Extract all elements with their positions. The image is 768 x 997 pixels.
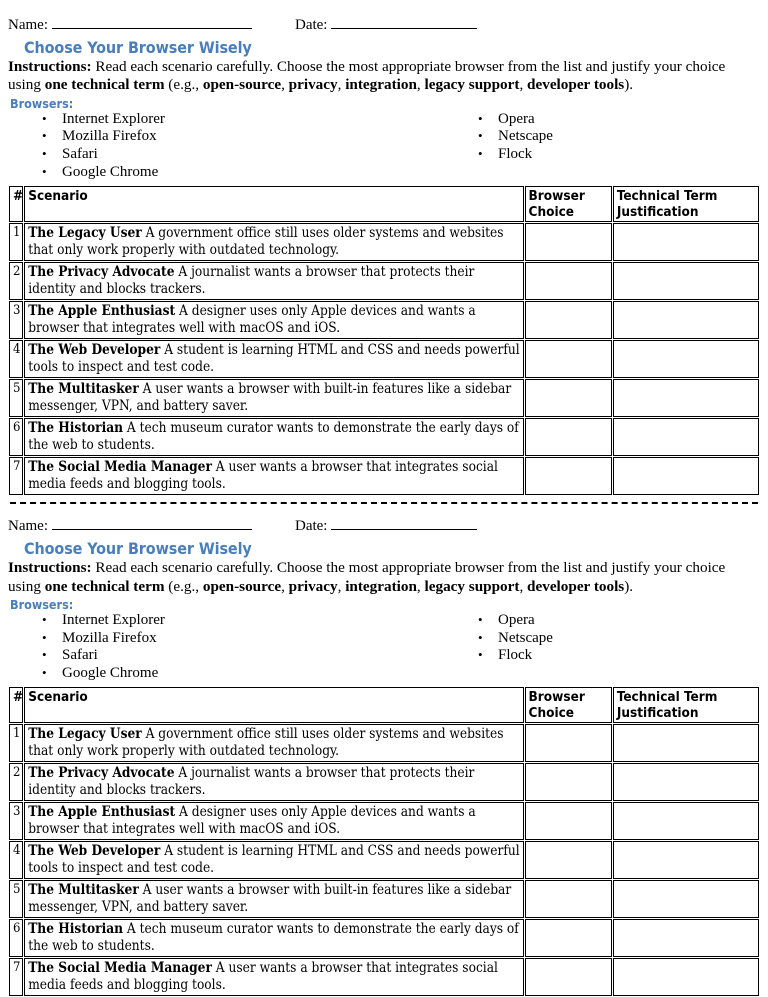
row-number: 5 — [9, 379, 23, 417]
justification-answer-cell[interactable] — [613, 724, 759, 762]
browser-choice-answer-cell[interactable] — [525, 379, 612, 417]
header-browser-choice-line1: Browser — [528, 188, 585, 205]
browser-choice-answer-cell[interactable] — [525, 340, 612, 378]
justification-answer-cell[interactable] — [613, 763, 759, 801]
browser-choice-answer-cell[interactable] — [525, 958, 612, 996]
term-integration: integration — [345, 577, 417, 595]
scenario-persona: The Multitasker — [28, 381, 139, 398]
term-integration: integration — [345, 76, 417, 94]
browser-list-item: • Netscape — [476, 630, 553, 648]
instructions-label: Instructions: — [8, 559, 92, 577]
instructions-label: Instructions: — [8, 58, 92, 75]
instructions-text-2: (e.g., — [164, 76, 203, 94]
row-number: 1 — [9, 724, 23, 762]
justification-answer-cell[interactable] — [613, 802, 759, 840]
table-row — [9, 802, 759, 840]
scenario-description: A journalist wants a browser that protects their identity and blocks trackers. — [28, 765, 475, 798]
table-row — [9, 880, 759, 918]
scenario-persona: The Apple Enthusiast — [28, 804, 176, 821]
header-technical-line1: Technical Term — [616, 188, 718, 205]
row-number: 2 — [9, 763, 23, 801]
term-developer-tools: developer tools — [527, 76, 625, 94]
instructions-text-1: Read each scenario carefully. Choose the most appropriate browser from the list and justify your choice using — [8, 58, 726, 94]
row-number: 2 — [9, 262, 23, 300]
scenario-description: A government office still uses older systems and websites that only work properly with outdated technology. — [28, 225, 504, 258]
row-number: 3 — [9, 301, 23, 339]
header-scenario: Scenario — [24, 186, 523, 222]
term-legacy-support: legacy support — [424, 577, 520, 595]
instructions-emphasis: one technical term — [44, 76, 165, 94]
browser-list-item: • Internet Explorer — [40, 612, 450, 630]
term-open-source: open-source — [202, 76, 282, 94]
scenario-description: A user wants a browser with built-in features like a sidebar messenger, VPN, and battery saver. — [28, 381, 512, 414]
table-row — [9, 919, 759, 957]
table-row — [9, 379, 759, 417]
browser-list-item: • Mozilla Firefox — [40, 630, 450, 648]
browser-lists — [8, 612, 760, 682]
comma-2: , — [337, 76, 346, 94]
table-row — [9, 223, 759, 261]
row-number: 4 — [9, 841, 23, 879]
table-row — [9, 457, 759, 495]
comma-3: , — [416, 577, 425, 595]
browser-list-item: • Netscape — [476, 128, 553, 146]
instructions-text-1: Read each scenario carefully. Choose the most appropriate browser from the list and justify your choice using — [8, 559, 726, 595]
browser-list-item: • Safari — [40, 647, 450, 665]
browser-list-item: • Flock — [476, 647, 553, 665]
name-date-row — [8, 517, 760, 537]
scenario-description: A tech museum curator wants to demonstrate the early days of the web to students. — [28, 921, 519, 954]
scenario-persona: The Social Media Manager — [28, 960, 212, 977]
table-row — [9, 763, 759, 801]
comma-4: , — [519, 577, 528, 595]
browser-list-item: • Internet Explorer — [40, 111, 450, 129]
justification-answer-cell[interactable] — [613, 223, 759, 261]
row-number: 5 — [9, 880, 23, 918]
cut-line-separator — [10, 502, 758, 504]
header-technical-line2: Justification — [616, 204, 699, 221]
scenario-cell — [24, 379, 523, 417]
table-header-row — [9, 186, 759, 222]
header-scenario: Scenario — [24, 687, 523, 723]
browser-choice-answer-cell[interactable] — [525, 262, 612, 300]
scenario-description: A tech museum curator wants to demonstrate the early days of the web to students. — [28, 420, 519, 453]
scenarios-table — [8, 686, 760, 997]
table-row — [9, 301, 759, 339]
scenario-cell — [24, 958, 523, 996]
scenario-cell — [24, 841, 523, 879]
header-technical-line2: Justification — [616, 705, 699, 722]
scenarios-table-body — [9, 223, 759, 495]
comma-3: , — [416, 76, 425, 94]
comma-1: , — [281, 76, 289, 94]
scenario-persona: The Web Developer — [28, 843, 161, 860]
header-technical-line1: Technical Term — [616, 689, 718, 706]
scenario-cell — [24, 457, 523, 495]
scenario-description: A student is learning HTML and CSS and needs powerful tools to inspect and test code. — [28, 843, 520, 876]
justification-answer-cell[interactable] — [613, 919, 759, 957]
browser-list-item: • Flock — [476, 146, 553, 164]
scenario-cell — [24, 418, 523, 456]
date-input-line[interactable] — [331, 16, 477, 29]
row-number: 4 — [9, 340, 23, 378]
scenario-persona: The Multitasker — [28, 882, 139, 899]
term-open-source: open-source — [202, 577, 282, 595]
header-technical-justification — [613, 186, 759, 222]
header-browser-choice-line2: Choice — [528, 705, 575, 722]
term-privacy: privacy — [288, 76, 338, 94]
date-label: Date: — [294, 518, 328, 535]
scenario-cell — [24, 223, 523, 261]
scenario-description: A user wants a browser with built-in features like a sidebar messenger, VPN, and battery saver. — [28, 882, 512, 915]
justification-answer-cell[interactable] — [613, 340, 759, 378]
scenario-cell — [24, 919, 523, 957]
header-number: # — [9, 687, 23, 723]
browser-choice-answer-cell[interactable] — [525, 802, 612, 840]
browser-choice-answer-cell[interactable] — [525, 880, 612, 918]
instructions-paragraph — [8, 559, 760, 596]
name-input-line[interactable] — [52, 517, 252, 530]
scenario-persona: The Web Developer — [28, 342, 161, 359]
scenario-description: A student is learning HTML and CSS and needs powerful tools to inspect and test code. — [28, 342, 520, 375]
page-title: Choose Your Browser Wisely — [24, 539, 252, 559]
scenario-persona: The Privacy Advocate — [28, 765, 175, 782]
date-input-line[interactable] — [331, 517, 477, 530]
scenario-cell — [24, 802, 523, 840]
scenario-description: A designer uses only Apple devices and wants a browser that integrates well with macOS and iOS. — [28, 303, 476, 336]
header-browser-choice — [525, 687, 612, 723]
comma-2: , — [337, 577, 346, 595]
scenario-cell — [24, 880, 523, 918]
header-number: # — [9, 186, 23, 222]
scenario-cell — [24, 340, 523, 378]
row-number: 6 — [9, 919, 23, 957]
justification-answer-cell[interactable] — [613, 262, 759, 300]
browser-choice-answer-cell[interactable] — [525, 301, 612, 339]
worksheet-copy-2 — [8, 508, 760, 997]
instructions-text-2: (e.g., — [164, 577, 203, 595]
scenario-persona: The Privacy Advocate — [28, 264, 175, 281]
browser-list-item: • Google Chrome — [40, 164, 450, 182]
browser-list-item: • Opera — [476, 111, 553, 129]
instructions-text-3: ). — [624, 577, 634, 595]
row-number: 7 — [9, 958, 23, 996]
scenario-cell — [24, 724, 523, 762]
browsers-label: Browsers: — [10, 597, 74, 612]
justification-answer-cell[interactable] — [613, 880, 759, 918]
term-legacy-support: legacy support — [424, 76, 520, 94]
comma-4: , — [519, 76, 528, 94]
row-number: 3 — [9, 802, 23, 840]
header-browser-choice — [525, 186, 612, 222]
row-number: 1 — [9, 223, 23, 261]
browser-choice-answer-cell[interactable] — [525, 223, 612, 261]
browsers-label: Browsers: — [10, 95, 74, 111]
justification-answer-cell[interactable] — [613, 418, 759, 456]
browser-choice-answer-cell[interactable] — [525, 841, 612, 879]
browser-choice-answer-cell[interactable] — [525, 457, 612, 495]
browser-list-right — [450, 111, 553, 181]
scenario-persona: The Social Media Manager — [28, 459, 212, 476]
table-row — [9, 418, 759, 456]
worksheet-copy-1 — [8, 0, 760, 496]
table-header-row — [9, 687, 759, 723]
instructions-text-3: ). — [624, 76, 634, 94]
scenario-description: A government office still uses older systems and websites that only work properly with outdated technology. — [28, 726, 504, 759]
browser-list-item: • Safari — [40, 146, 450, 164]
name-label: Name: — [8, 518, 48, 535]
instructions-paragraph — [8, 58, 760, 95]
browser-choice-answer-cell[interactable] — [525, 724, 612, 762]
scenario-description: A user wants a browser that integrates social media feeds and blogging tools. — [28, 960, 498, 993]
justification-answer-cell[interactable] — [613, 457, 759, 495]
header-browser-choice-line1: Browser — [528, 689, 585, 706]
name-input-line[interactable] — [52, 16, 252, 29]
term-developer-tools: developer tools — [527, 577, 625, 595]
scenario-cell — [24, 262, 523, 300]
date-label: Date: — [294, 17, 328, 33]
browser-choice-answer-cell[interactable] — [525, 763, 612, 801]
scenarios-table-body — [9, 724, 759, 996]
justification-answer-cell[interactable] — [613, 301, 759, 339]
browser-list-item: • Mozilla Firefox — [40, 128, 450, 146]
table-row — [9, 724, 759, 762]
table-row — [9, 958, 759, 996]
browser-list-left — [8, 111, 450, 181]
scenario-persona: The Historian — [28, 921, 124, 938]
browser-list-item: • Google Chrome — [40, 665, 450, 683]
scenario-description: A journalist wants a browser that protects their identity and blocks trackers. — [28, 264, 475, 297]
browser-choice-answer-cell[interactable] — [525, 919, 612, 957]
row-number: 7 — [9, 457, 23, 495]
name-label: Name: — [8, 17, 48, 33]
scenario-cell — [24, 301, 523, 339]
scenario-persona: The Apple Enthusiast — [28, 303, 176, 320]
comma-1: , — [281, 577, 289, 595]
justification-answer-cell[interactable] — [613, 958, 759, 996]
instructions-emphasis: one technical term — [44, 577, 165, 595]
browser-list-item: • Opera — [476, 612, 553, 630]
browser-lists — [8, 111, 760, 181]
justification-answer-cell[interactable] — [613, 841, 759, 879]
justification-answer-cell[interactable] — [613, 379, 759, 417]
browser-list-right — [450, 612, 553, 682]
name-date-row — [8, 16, 760, 36]
scenario-description: A designer uses only Apple devices and wants a browser that integrates well with macOS and iOS. — [28, 804, 476, 837]
page-title: Choose Your Browser Wisely — [24, 38, 252, 57]
table-row — [9, 340, 759, 378]
term-privacy: privacy — [288, 577, 338, 595]
scenario-persona: The Historian — [28, 420, 124, 437]
scenario-description: A user wants a browser that integrates social media feeds and blogging tools. — [28, 459, 498, 492]
header-technical-justification — [613, 687, 759, 723]
row-number: 6 — [9, 418, 23, 456]
table-row — [9, 262, 759, 300]
scenario-persona: The Legacy User — [28, 225, 142, 242]
scenario-cell — [24, 763, 523, 801]
browser-list-left — [8, 612, 450, 682]
scenario-persona: The Legacy User — [28, 726, 142, 743]
browser-choice-answer-cell[interactable] — [525, 418, 612, 456]
scenarios-table — [8, 185, 760, 496]
header-browser-choice-line2: Choice — [528, 204, 575, 221]
table-row — [9, 841, 759, 879]
